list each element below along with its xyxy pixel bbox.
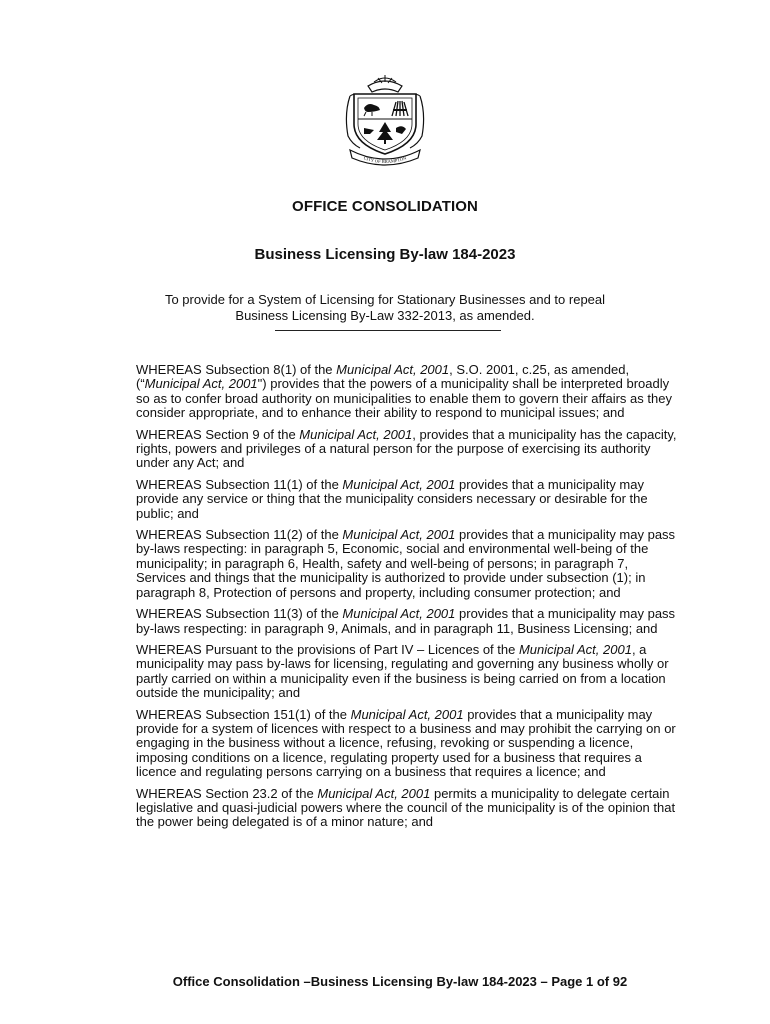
purpose-line-2: Business Licensing By-Law 332-2013, as amended. xyxy=(235,308,535,323)
purpose-statement xyxy=(130,292,640,324)
whereas-paragraph-3: WHEREAS Subsection 11(1) of the Municipal Act, 2001 provides that a municipality may provide any service or thing that the municipality considers necessary or desirable for the public; and xyxy=(136,476,648,521)
document-subtitle: Business Licensing By-law 184-2023 xyxy=(254,246,516,263)
whereas-paragraph-5: WHEREAS Subsection 11(3) of the Municipal Act, 2001 provides that a municipality may pass by-laws respecting: in paragraph 9, Animals, and in paragraph 11, Business Licensing; and xyxy=(136,606,676,636)
page-footer: Office Consolidation –Business Licensing By-law 184-2023 – Page 1 of 92 xyxy=(172,974,628,989)
title-divider xyxy=(275,330,501,331)
whereas-paragraph-6: WHEREAS Pursuant to the provisions of Part IV – Licences of the Municipal Act, 2001, a municipality may pass by-laws for licensing, regulating and governing any business wholly or partly carried on within a municipality even if the business is being carried on from a location outside the municipality; and xyxy=(136,641,669,701)
document-title: OFFICE CONSOLIDATION xyxy=(292,198,478,215)
document-body xyxy=(136,363,680,837)
purpose-line-1: To provide for a System of Licensing for Stationary Businesses and to repeal xyxy=(164,292,606,307)
whereas-paragraph-4: WHEREAS Subsection 11(2) of the Municipal Act, 2001 provides that a municipality may pass by-laws respecting: in paragraph 5, Economic, social and environmental well-being of the municipality; in paragraph 6, Health, safety and well-being of persons; in paragraph 7, Services and things that the municipality is authorized to provide under subsection (1); in paragraph 8, Protection of persons and property, including consumer protection; and xyxy=(136,527,676,600)
whereas-paragraph-7: WHEREAS Subsection 151(1) of the Municipal Act, 2001 provides that a municipality may provide for a system of licences with respect to a business and may prohibit the carrying on or engaging in the business without a licence, refusing, revoking or suspending a licence, imposing conditions on a licence, regulating property used for a business that requires a licence and regulating persons carrying on a business that requires a licence; and xyxy=(136,706,676,780)
whereas-paragraph-1: WHEREAS Subsection 8(1) of the Municipal Act, 2001, S.O. 2001, c.25, as amended, (“Municipal Act, 2001") provides that the powers of a municipality shall be interpreted broadly so as to confer broad authority on municipalities to enable them to govern their affairs as they consider appropriate, and to enhance their ability to respond to municipal issues; and xyxy=(136,362,672,421)
whereas-paragraph-8: WHEREAS Section 23.2 of the Municipal Act, 2001 permits a municipality to delegate certain legislative and quasi-judicial powers where the council of the municipality is of the opinion that the power being delegated is of a minor nature; and xyxy=(136,785,676,830)
whereas-paragraph-2: WHEREAS Section 9 of the Municipal Act, 2001, provides that a municipality has the capacity, rights, powers and privileges of a natural person for the purpose of exercising its authority under any Act; and xyxy=(136,426,677,471)
crest-ribbon-text: CITY OF BRAMPTON xyxy=(363,155,407,165)
city-crest-logo xyxy=(336,74,434,166)
